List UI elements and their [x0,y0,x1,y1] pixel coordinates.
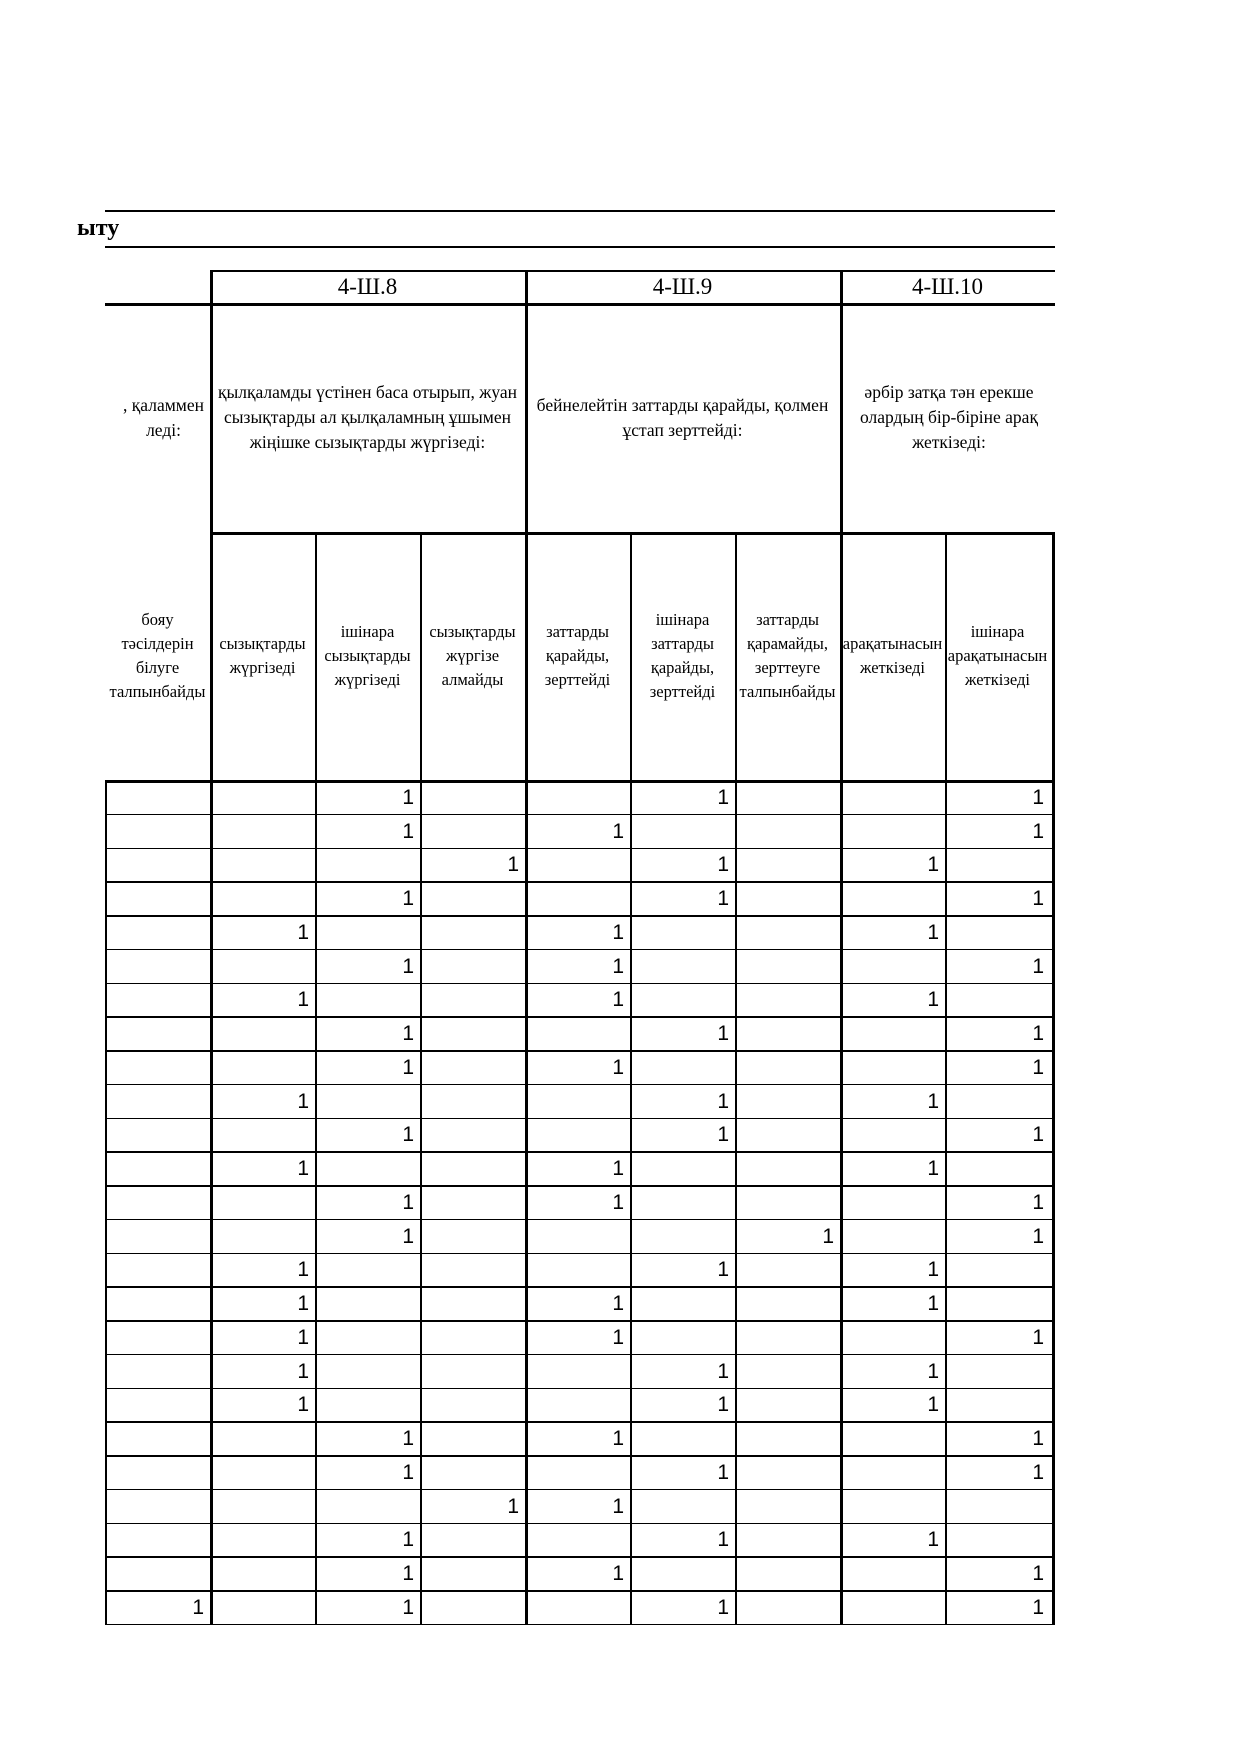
table-cell: 1 [927,988,939,1012]
table-cell [315,1354,420,1388]
table-cell: 1 [402,1595,414,1619]
table-cell: 1 [717,1595,729,1619]
table-cell: 1 [1032,954,1044,978]
table-cell: 1 [297,1089,309,1113]
table-cell [735,814,840,848]
table-cell [210,814,315,848]
table-rule-horizontal [105,915,1055,917]
table-cell: 1 [402,954,414,978]
table-rule-horizontal [105,1050,1055,1052]
table-cell: 1 [612,1427,624,1451]
table-cell: 1 [1032,1325,1044,1349]
table-cell: 1 [612,1055,624,1079]
table-rule-horizontal [105,1016,1055,1018]
table-cell [735,949,840,983]
table-cell [840,1489,945,1523]
table-cell [105,1489,210,1523]
table-cell [525,1354,630,1388]
table-cell: 1 [612,1494,624,1518]
table-rule-horizontal [105,814,1055,816]
table-cell [420,814,525,848]
table-cell [315,1286,420,1320]
table-cell [105,1050,210,1084]
table-cell [210,949,315,983]
table-cell [945,1151,1050,1185]
table-cell [210,1556,315,1590]
table-cell [105,1084,210,1118]
table-cell [735,780,840,814]
table-cell [840,1590,945,1624]
table-cell [315,1489,420,1523]
table-cell [525,1523,630,1557]
table-cell [525,780,630,814]
table-cell [210,1219,315,1253]
table-cell: 1 [192,1595,204,1619]
table-cell [840,780,945,814]
table-cell [420,1084,525,1118]
sheet-title: ыту [77,215,120,241]
table-rule-vertical [105,780,107,1624]
table-cell [630,915,735,949]
table-cell [420,1118,525,1152]
table-cell [945,1489,1050,1523]
table-cell: 1 [927,853,939,877]
table-cell [735,1489,840,1523]
table-cell: 1 [1032,819,1044,843]
table-cell: 1 [927,1528,939,1552]
table-cell: 1 [297,988,309,1012]
sheet-title-band [77,210,1055,248]
table-cell: 1 [717,1123,729,1147]
table-cell [420,1523,525,1557]
table-cell [735,848,840,882]
table-rule-horizontal [105,1624,1055,1626]
table-rule-horizontal [105,303,1055,306]
table-cell [630,1489,735,1523]
table-cell [210,1185,315,1219]
table-cell [735,1118,840,1152]
table-cell: 1 [402,1123,414,1147]
table-cell: 1 [927,1292,939,1316]
table-cell: 1 [717,1258,729,1282]
table-cell [525,1118,630,1152]
table-cell [210,1590,315,1624]
table-cell [525,881,630,915]
table-rule-horizontal [105,1118,1055,1120]
table-cell: 1 [297,920,309,944]
table-cell [315,1084,420,1118]
table-cell [420,881,525,915]
table-cell [105,780,210,814]
table-cell [525,1590,630,1624]
table-cell [840,1219,945,1253]
table-cell [105,1151,210,1185]
group-description-header: бейнелейтін заттарды қарайды, қолмен ұстап зерттейді: [536,394,829,440]
table-cell: 1 [612,819,624,843]
table-rule-horizontal [105,1185,1055,1187]
table-cell: 1 [297,1157,309,1181]
table-cell: 1 [927,1359,939,1383]
table-cell: 1 [927,1089,939,1113]
table-cell [840,1185,945,1219]
table-cell [210,1455,315,1489]
table-rule-horizontal [105,983,1055,985]
table-rule-horizontal [105,1590,1055,1592]
table-cell [420,1320,525,1354]
table-cell [840,1455,945,1489]
table-cell [315,983,420,1017]
table-cell [315,1253,420,1287]
table-cell: 1 [297,1325,309,1349]
table-cell [105,848,210,882]
table-cell: 1 [927,1393,939,1417]
table-cell [630,1556,735,1590]
table-cell [525,848,630,882]
group-code-header: 4-Ш.8 [337,273,398,299]
table-cell: 1 [612,920,624,944]
table-rule-horizontal [105,1151,1055,1153]
table-cell: 1 [717,1022,729,1046]
table-rule-horizontal [105,1320,1055,1322]
table-cell [210,881,315,915]
table-cell: 1 [717,1528,729,1552]
table-cell [735,1388,840,1422]
table-cell [105,1286,210,1320]
table-cell [420,1556,525,1590]
table-cell [630,1219,735,1253]
sub-column-header: заттарды қарамайды, зерттеуге талпынбайды [739,610,836,701]
table-cell: 1 [717,887,729,911]
table-cell [420,1219,525,1253]
table-cell [735,1016,840,1050]
table-cell [210,1489,315,1523]
table-cell: 1 [402,1427,414,1451]
table-cell: 1 [402,785,414,809]
table-rule-horizontal [105,949,1055,951]
table-cell: 1 [402,1562,414,1586]
table-cell: 1 [402,1022,414,1046]
table-cell [945,1084,1050,1118]
table-cell [210,1118,315,1152]
table-cell: 1 [402,1460,414,1484]
table-cell: 1 [402,1055,414,1079]
table-cell [105,1354,210,1388]
table-cell: 1 [717,1393,729,1417]
table-cell [630,949,735,983]
table-cell [315,915,420,949]
table-cell [735,983,840,1017]
table-cell: 1 [297,1258,309,1282]
group-code-header: 4-Ш.10 [911,273,984,299]
sub-column-header: ішінара заттарды қарайды, зерттейді [649,610,716,701]
table-cell [735,1556,840,1590]
table-cell: 1 [1032,1427,1044,1451]
table-cell: 1 [717,1089,729,1113]
table-cell [420,1185,525,1219]
table-cell: 1 [402,819,414,843]
table-cell [420,1050,525,1084]
group-description-header: қылқаламды үстінен баса отырып, жуан сызықтарды ал қылқаламның ұшымен жіңішке сызықтарды жүргізеді: [217,382,517,452]
table-cell [840,814,945,848]
table-cell [630,1320,735,1354]
table-cell [735,1421,840,1455]
table-cell [525,1455,630,1489]
group-description-header: , қаламмен леді: [123,394,204,440]
table-rule-horizontal [105,881,1055,883]
table-cell [630,1185,735,1219]
table-cell [420,1016,525,1050]
table-cell [420,1151,525,1185]
table-cell: 1 [612,1190,624,1214]
table-cell [840,949,945,983]
table-cell [630,1050,735,1084]
table-cell: 1 [297,1393,309,1417]
table-cell: 1 [717,785,729,809]
table-rule-horizontal [105,1253,1055,1255]
table-cell [630,1286,735,1320]
table-cell [525,1253,630,1287]
assessment-table [105,270,1055,1635]
table-cell: 1 [927,1258,939,1282]
sub-column-header: заттарды қарайды, зерттейді [544,622,611,689]
table-cell [840,881,945,915]
table-cell: 1 [402,1224,414,1248]
table-cell [525,1016,630,1050]
table-cell [945,915,1050,949]
table-cell [105,1016,210,1050]
table-cell [840,1421,945,1455]
table-cell [420,949,525,983]
table-cell [420,983,525,1017]
table-rule-horizontal [105,1455,1055,1457]
table-rule-vertical [210,270,213,1624]
table-cell [735,1286,840,1320]
table-cell: 1 [402,1528,414,1552]
table-cell [105,881,210,915]
table-cell: 1 [402,1190,414,1214]
table-cell [315,1320,420,1354]
table-rule-vertical [420,532,422,1624]
table-cell [525,1219,630,1253]
table-rule-horizontal [105,1219,1055,1221]
table-cell [210,1421,315,1455]
table-rule-horizontal [105,1523,1055,1525]
table-cell [105,814,210,848]
table-cell [105,1219,210,1253]
table-cell [735,881,840,915]
table-cell: 1 [507,853,519,877]
table-cell [105,1253,210,1287]
table-cell [735,1320,840,1354]
table-cell [735,1050,840,1084]
table-cell [840,1118,945,1152]
table-cell [105,1388,210,1422]
table-cell [735,915,840,949]
table-cell [210,1523,315,1557]
table-cell [420,1354,525,1388]
table-cell [735,1084,840,1118]
table-cell: 1 [612,1292,624,1316]
table-cell [105,1320,210,1354]
table-rule-horizontal [105,1084,1055,1086]
table-cell: 1 [717,1460,729,1484]
table-cell [105,1455,210,1489]
table-cell: 1 [612,1157,624,1181]
table-cell [945,1354,1050,1388]
table-cell [105,1185,210,1219]
sub-column-header: бояу тәсілдерін білуге талпынбайды [109,610,206,701]
table-cell: 1 [612,1562,624,1586]
table-rule-horizontal [105,780,1055,783]
group-description-header: әрбір затқа тән ерекше олардың бір-біріне арақ жеткізеді: [860,382,1038,452]
table-rule-vertical [840,270,843,1624]
table-cell [735,1253,840,1287]
table-rule-horizontal [105,1489,1055,1491]
table-rule-horizontal [105,848,1055,850]
table-cell [210,780,315,814]
table-rule-horizontal [105,1286,1055,1288]
table-cell [630,1151,735,1185]
table-cell: 1 [717,1359,729,1383]
table-cell [210,1050,315,1084]
table-cell [315,848,420,882]
sub-column-header: ішінара арақатынасын жеткізеді [947,622,1048,689]
table-cell: 1 [1032,1224,1044,1248]
table-cell: 1 [717,853,729,877]
table-cell: 1 [612,988,624,1012]
table-cell: 1 [402,887,414,911]
table-cell [945,1523,1050,1557]
table-rule-vertical [525,270,528,1624]
table-rule-vertical [945,532,947,1624]
table-cell: 1 [822,1224,834,1248]
table-cell: 1 [612,1325,624,1349]
table-cell [840,1320,945,1354]
table-cell [420,1286,525,1320]
table-cell [420,915,525,949]
table-cell [420,1253,525,1287]
table-cell: 1 [1032,1562,1044,1586]
table-rule-vertical [735,532,737,1624]
table-cell [840,1556,945,1590]
table-rule-horizontal [105,1556,1055,1558]
table-cell [735,1523,840,1557]
table-cell [945,1253,1050,1287]
table-rule-vertical [315,532,317,1624]
table-cell: 1 [1032,1022,1044,1046]
table-cell [105,949,210,983]
table-cell [105,1421,210,1455]
table-cell [105,915,210,949]
table-rule-horizontal [105,1421,1055,1423]
table-cell [315,1388,420,1422]
table-cell [630,814,735,848]
table-cell [105,1556,210,1590]
table-cell: 1 [1032,1123,1044,1147]
table-cell: 1 [927,920,939,944]
table-cell [735,1455,840,1489]
sub-column-header: сызықтарды жүргізеді [219,634,306,677]
sub-column-header: арақатынасын жеткізеді [842,634,943,677]
table-cell: 1 [927,1157,939,1181]
table-cell [945,1388,1050,1422]
table-cell [105,1523,210,1557]
table-cell [420,1590,525,1624]
table-cell: 1 [1032,785,1044,809]
table-cell [420,780,525,814]
table-cell: 1 [507,1494,519,1518]
table-cell [420,1421,525,1455]
table-cell [840,1016,945,1050]
table-cell: 1 [1032,1595,1044,1619]
table-cell [945,983,1050,1017]
table-cell [315,1151,420,1185]
sub-column-header: ішінара сызықтарды жүргізеді [324,622,411,689]
table-rule-horizontal [105,1354,1055,1356]
table-cell [105,1118,210,1152]
table-rule-horizontal [210,270,1055,272]
table-rule-vertical [630,532,632,1624]
table-rule-horizontal [210,532,1055,535]
table-cell: 1 [297,1359,309,1383]
table-cell [210,1016,315,1050]
table-cell [735,1151,840,1185]
table-cell [420,1388,525,1422]
table-cell [210,848,315,882]
table-cell [945,848,1050,882]
table-cell [840,1050,945,1084]
table-cell [735,1590,840,1624]
table-cell: 1 [1032,887,1044,911]
table-cell [945,1286,1050,1320]
table-cell [525,1084,630,1118]
table-cell: 1 [1032,1460,1044,1484]
table-cell: 1 [1032,1055,1044,1079]
table-cell: 1 [297,1292,309,1316]
table-rule-horizontal [105,1388,1055,1390]
table-cell: 1 [1032,1190,1044,1214]
table-cell [630,983,735,1017]
table-cell [420,1455,525,1489]
table-cell: 1 [612,954,624,978]
sub-column-header: сызықтарды жүргізе алмайды [429,622,516,689]
table-cell [630,1421,735,1455]
group-code-header: 4-Ш.9 [652,273,713,299]
table-cell [525,1388,630,1422]
table-rule-vertical [1052,532,1055,1624]
table-cell [105,983,210,1017]
table-cell [735,1354,840,1388]
table-cell [735,1185,840,1219]
